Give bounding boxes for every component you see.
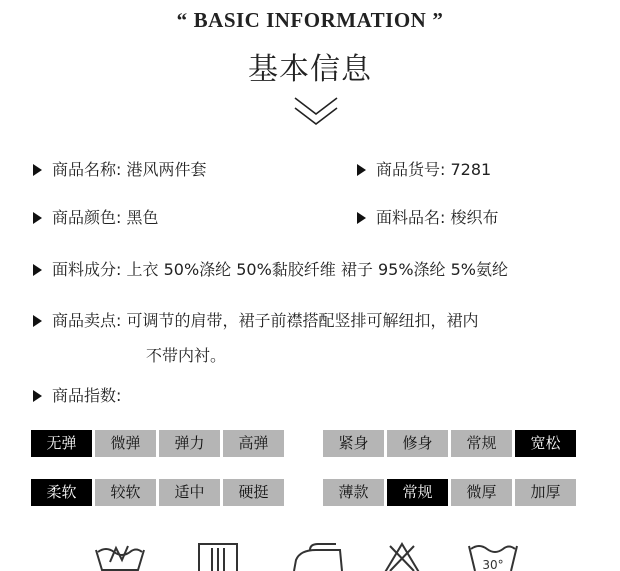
info-row-color: [33, 205, 159, 228]
arrow-right-icon: [357, 212, 366, 224]
label-index: 商品指数:: [52, 386, 122, 405]
scale-option: 硬挺: [223, 479, 284, 506]
scale-fit: [323, 430, 576, 457]
scale-option: 较软: [95, 479, 156, 506]
scale-option: 修身: [387, 430, 448, 457]
scale-option: 宽松: [515, 430, 576, 457]
hand-wash-icon: [92, 540, 148, 571]
iron-icon: [286, 540, 348, 571]
title-en: [0, 8, 620, 33]
double-chevron-down-icon: [293, 95, 339, 129]
arrow-right-icon: [33, 212, 42, 224]
label-composition: 面料成分:: [52, 260, 122, 279]
value-color: 黑色: [126, 208, 159, 227]
scale-option: 无弹: [31, 430, 92, 457]
title-cn: 基本信息: [248, 52, 372, 87]
arrow-right-icon: [33, 390, 42, 402]
value-fabric: 梭织布: [450, 208, 499, 227]
scale-option: 微厚: [451, 479, 512, 506]
scale-option: 薄款: [323, 479, 384, 506]
scale-option: 适中: [159, 479, 220, 506]
info-row-index: [33, 383, 121, 406]
value-sku: 7281: [450, 160, 492, 179]
info-row-fabric: [357, 205, 499, 228]
value-composition: 上衣 50%涤纶 50%黏胶纤维 裙子 95%涤纶 5%氨纶: [126, 260, 509, 279]
no-bleach-icon: [382, 540, 422, 571]
label-selling: 商品卖点:: [52, 311, 122, 330]
scale-option: 弹力: [159, 430, 220, 457]
label-fabric: 面料品名:: [376, 208, 446, 227]
quote-open: “: [176, 8, 188, 32]
label-name: 商品名称:: [52, 160, 122, 179]
title-en-text: BASIC INFORMATION: [193, 8, 427, 32]
scale-softness: [31, 479, 284, 506]
value-selling-line2: 不带内衬。: [146, 346, 227, 365]
scale-thickness: [323, 479, 576, 506]
scale-option: 柔软: [31, 479, 92, 506]
info-row-composition: [33, 257, 508, 280]
scale-option: 加厚: [515, 479, 576, 506]
info-row-name: [33, 157, 207, 180]
label-sku: 商品货号:: [376, 160, 446, 179]
label-color: 商品颜色:: [52, 208, 122, 227]
arrow-right-icon: [33, 164, 42, 176]
arrow-right-icon: [33, 264, 42, 276]
arrow-right-icon: [33, 315, 42, 327]
value-selling-line1: 可调节的肩带，裙子前襟搭配竖排可解纽扣，裙内: [126, 311, 479, 330]
scale-option: 紧身: [323, 430, 384, 457]
wash-temp-label: 30°: [482, 558, 504, 571]
scale-elasticity: [31, 430, 284, 457]
quote-close: ”: [432, 8, 444, 32]
scale-option: 常规: [387, 479, 448, 506]
scale-option: 微弹: [95, 430, 156, 457]
info-row-selling: [33, 308, 479, 331]
wash-30-icon: [465, 540, 521, 571]
value-name: 港风两件套: [126, 160, 207, 179]
info-row-sku: [357, 157, 491, 180]
arrow-right-icon: [357, 164, 366, 176]
scale-option: 常规: [451, 430, 512, 457]
scale-option: 高弹: [223, 430, 284, 457]
tumble-dry-icon: [196, 540, 240, 571]
